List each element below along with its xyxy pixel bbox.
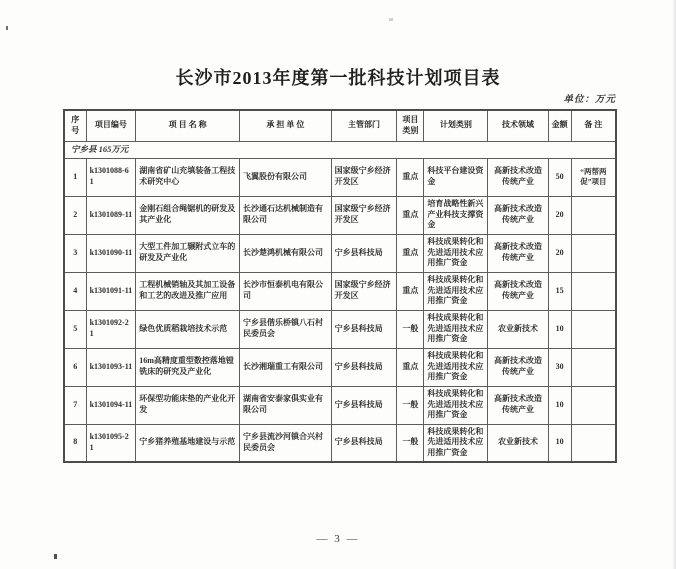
cell-amount: 10 bbox=[548, 386, 571, 424]
header-code: 项目编号 bbox=[86, 110, 136, 141]
cell-code: k1301088-61 bbox=[86, 158, 136, 196]
header-amount: 金额 bbox=[548, 110, 571, 141]
cell-unit: 长沙通石达机械制造有限公司 bbox=[240, 196, 332, 234]
cell-code: k1301089-11 bbox=[86, 196, 136, 234]
table-row bbox=[64, 424, 616, 462]
cell-remark: “两帮两促”项目 bbox=[571, 158, 616, 196]
cell-category: 重点 bbox=[397, 348, 424, 386]
cell-amount: 20 bbox=[548, 196, 571, 234]
cell-code: k1301090-11 bbox=[86, 234, 136, 272]
table-row bbox=[64, 272, 616, 310]
table-row bbox=[64, 386, 616, 424]
cell-dept: 国家级宁乡经济开发区 bbox=[331, 158, 397, 196]
cell-amount: 15 bbox=[548, 272, 571, 310]
table-row bbox=[64, 196, 616, 234]
cell-plan: 科技成果转化和先进适用技术应用推广资金 bbox=[424, 348, 488, 386]
header-field: 技术领域 bbox=[488, 110, 548, 141]
cell-code: k1301093-11 bbox=[86, 348, 136, 386]
cell-category: 重点 bbox=[397, 158, 424, 196]
table-row bbox=[64, 310, 616, 348]
cell-remark bbox=[571, 386, 616, 424]
cell-category: 一般 bbox=[397, 424, 424, 462]
cell-code: k1301095-21 bbox=[86, 424, 136, 462]
cell-seq: 7 bbox=[64, 386, 86, 424]
cell-name: 湖南省矿山充填装备工程技术研究中心 bbox=[136, 158, 240, 196]
cell-name: 环保型功能床垫的产业化开发 bbox=[136, 386, 240, 424]
cell-field: 高新技术改造传统产业 bbox=[488, 196, 548, 234]
page-number: — 3 — bbox=[316, 533, 360, 545]
cell-unit: 长沙湘瑞重工有限公司 bbox=[240, 348, 332, 386]
cell-dept: 宁乡县科技局 bbox=[331, 310, 397, 348]
cell-code: k1301092-21 bbox=[86, 310, 136, 348]
header-plan: 计划类别 bbox=[424, 110, 488, 141]
cell-plan: 科技成果转化和先进适用技术应用推广资金 bbox=[424, 310, 488, 348]
cell-seq: 5 bbox=[64, 310, 86, 348]
cell-field: 高新技术改造传统产业 bbox=[488, 234, 548, 272]
cell-remark bbox=[571, 424, 616, 462]
cell-plan: 科技成果转化和先进适用技术应用推广资金 bbox=[424, 234, 488, 272]
cell-name: 金刚石组合绳锯机的研发及其产业化 bbox=[136, 196, 240, 234]
cell-dept: 宁乡县科技局 bbox=[331, 386, 397, 424]
cell-category: 一般 bbox=[397, 310, 424, 348]
cell-code: k1301091-11 bbox=[86, 272, 136, 310]
cell-dept: 国家级宁乡经济开发区 bbox=[331, 272, 397, 310]
scan-artifact bbox=[6, 26, 8, 30]
group-row bbox=[64, 141, 616, 158]
cell-field: 高新技术改造传统产业 bbox=[488, 386, 548, 424]
cell-field: 高新技术改造传统产业 bbox=[488, 348, 548, 386]
cell-amount: 10 bbox=[548, 310, 571, 348]
cell-remark bbox=[571, 348, 616, 386]
cell-remark bbox=[571, 310, 616, 348]
cell-field: 农业新技术 bbox=[488, 424, 548, 462]
cell-unit: 宁乡县偕乐桥镇八石村民委员会 bbox=[240, 310, 332, 348]
cell-plan: 科技成果转化和先进适用技术应用推广资金 bbox=[424, 386, 488, 424]
cell-remark bbox=[571, 234, 616, 272]
cell-remark bbox=[571, 196, 616, 234]
cell-category: 重点 bbox=[397, 234, 424, 272]
cell-remark bbox=[571, 272, 616, 310]
cell-field: 高新技术改造传统产业 bbox=[488, 158, 548, 196]
header-category: 项目类别 bbox=[397, 110, 424, 141]
cell-seq: 8 bbox=[64, 424, 86, 462]
cell-plan: 科技成果转化和先进适用技术应用推广资金 bbox=[424, 424, 488, 462]
cell-unit: 长沙楚鸿机械有限公司 bbox=[240, 234, 332, 272]
table-row bbox=[64, 234, 616, 272]
cell-category: 一般 bbox=[397, 386, 424, 424]
cell-unit: 飞翼股份有限公司 bbox=[240, 158, 332, 196]
unit-note: 单位：万元 bbox=[563, 95, 616, 105]
cell-seq: 6 bbox=[64, 348, 86, 386]
table-row bbox=[64, 158, 616, 196]
cell-name: 大型工件加工辗附式立车的研发及产业化 bbox=[136, 234, 240, 272]
group-label: 宁乡县 165万元 bbox=[64, 141, 616, 158]
cell-dept: 国家级宁乡经济开发区 bbox=[331, 196, 397, 234]
cell-amount: 20 bbox=[548, 234, 571, 272]
header-remark: 备 注 bbox=[571, 110, 616, 141]
table-header-row bbox=[64, 110, 616, 141]
cell-seq: 3 bbox=[64, 234, 86, 272]
cell-category: 重点 bbox=[397, 272, 424, 310]
table-body bbox=[64, 141, 616, 462]
cell-plan: 科技平台建设资金 bbox=[424, 158, 488, 196]
cell-unit: 长沙市恒泰机电有限公司 bbox=[240, 272, 332, 310]
cell-amount: 10 bbox=[548, 424, 571, 462]
header-seq: 序号 bbox=[64, 110, 86, 141]
cell-amount: 50 bbox=[548, 158, 571, 196]
cell-plan: 培育战略性新兴产业科技支撑资金 bbox=[424, 196, 488, 234]
header-dept: 主管部门 bbox=[331, 110, 397, 141]
cell-unit: 湖南省安泰家俱实业有限公司 bbox=[240, 386, 332, 424]
table-row bbox=[64, 348, 616, 386]
cell-name: 绿色优质稻栽培技术示范 bbox=[136, 310, 240, 348]
header-name: 项 目 名 称 bbox=[136, 110, 240, 141]
cell-name: 工程机械销轴及其加工设备和工艺的改进及推广应用 bbox=[136, 272, 240, 310]
cell-category: 重点 bbox=[397, 196, 424, 234]
document-title: 长沙市2013年度第一批科技计划项目表 bbox=[175, 68, 501, 88]
header-unit: 承 担 单 位 bbox=[240, 110, 332, 141]
cell-amount: 30 bbox=[548, 348, 571, 386]
cell-name: 宁乡猪养殖基地建设与示范 bbox=[136, 424, 240, 462]
cell-dept: 宁乡县科技局 bbox=[331, 348, 397, 386]
scan-artifact bbox=[389, 18, 393, 21]
cell-name: 16m高精度重型数控落地镗铣床的研究及产业化 bbox=[136, 348, 240, 386]
cell-code: k1301094-11 bbox=[86, 386, 136, 424]
cell-field: 农业新技术 bbox=[488, 310, 548, 348]
cell-plan: 科技成果转化和先进适用技术应用推广资金 bbox=[424, 272, 488, 310]
projects-table bbox=[63, 109, 617, 463]
cell-dept: 宁乡县科技局 bbox=[331, 234, 397, 272]
cell-seq: 4 bbox=[64, 272, 86, 310]
cell-dept: 宁乡县科技局 bbox=[331, 424, 397, 462]
cell-unit: 宁乡县流沙河镇合兴村民委员会 bbox=[240, 424, 332, 462]
cell-field: 高新技术改造传统产业 bbox=[488, 272, 548, 310]
scan-artifact bbox=[54, 554, 57, 559]
cell-seq: 2 bbox=[64, 196, 86, 234]
cell-seq: 1 bbox=[64, 158, 86, 196]
